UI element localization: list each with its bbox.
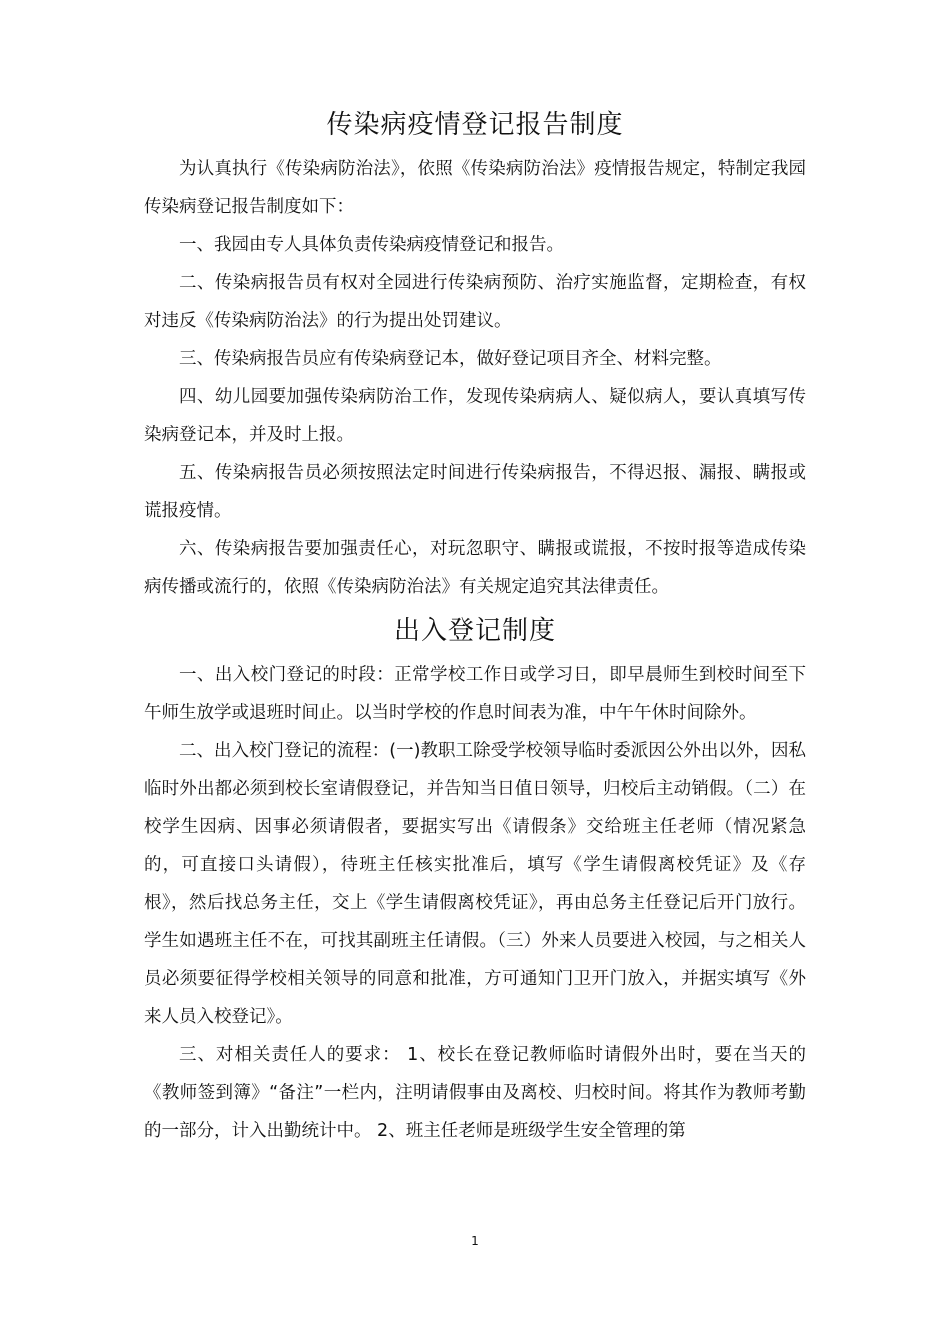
paragraph: 三、传染病报告员应有传染病登记本，做好登记项目齐全、材料完整。 xyxy=(179,349,722,369)
paragraph: 二、传染病报告员有权对全园进行传染病预防、治疗实施监督，定期检查，有权对违反《传染病防治法》的行为提出处罚建议。 xyxy=(144,273,806,331)
paragraph: 一、我园由专人具体负责传染病疫情登记和报告。 xyxy=(179,235,564,255)
paragraph: 二、出入校门登记的流程：(一)教职工除受学校领导临时委派因公外出以外，因私临时外出都必须到校长室请假登记，并告知当日值日领导，归校后主动销假。（二）在校学生因病、因事必须请假者，要据实写出《请假条》交给班主任老师（情况紧急的，可直接口头请假），待班主任核实批准后，填写《学生请假离校凭证》及《存根》，然后找总务主任，交上《学生请假离校凭证》，再由总务主任登记后开门放行。学生如遇班主任不在，可找其副班主任请假。（三）外来人员要进入校园，与之相关人员必须要征得学校相关领导的同意和批准，方可通知门卫开门放入，并据实填写《外来人员入校登记》。 xyxy=(144,741,806,1027)
section-body-entry-registration xyxy=(144,656,806,1150)
paragraph: 四、幼儿园要加强传染病防治工作，发现传染病病人、疑似病人，要认真填写传染病登记本，并及时上报。 xyxy=(144,387,806,445)
paragraph: 三、对相关责任人的要求： 1、校长在登记教师临时请假外出时，要在当天的《教师签到簿》“备注”一栏内，注明请假事由及离校、归校时间。将其作为教师考勤的一部分，计入出勤统计中。 2、班主任老师是班级学生安全管理的第 xyxy=(144,1045,806,1141)
paragraph: 五、传染病报告员必须按照法定时间进行传染病报告，不得迟报、漏报、瞒报或谎报疫情。 xyxy=(144,463,806,521)
paragraph: 为认真执行《传染病防治法》，依照《传染病防治法》疫情报告规定，特制定我园传染病登记报告制度如下： xyxy=(144,159,806,217)
page-number: 1 xyxy=(471,1234,479,1248)
section-title-disease-report: 传染病疫情登记报告制度 xyxy=(326,110,624,140)
paragraph: 六、传染病报告要加强责任心，对玩忽职守、瞒报或谎报，不按时报等造成传染病传播或流行的，依照《传染病防治法》有关规定追究其法律责任。 xyxy=(144,539,806,597)
section-title-entry-registration: 出入登记制度 xyxy=(393,616,556,646)
section-body-disease-report xyxy=(144,150,806,606)
paragraph: 一、出入校门登记的时段：正常学校工作日或学习日，即早晨师生到校时间至下午师生放学或退班时间止。以当时学校的作息时间表为准，中午午休时间除外。 xyxy=(144,665,806,723)
page-content xyxy=(144,100,806,1150)
